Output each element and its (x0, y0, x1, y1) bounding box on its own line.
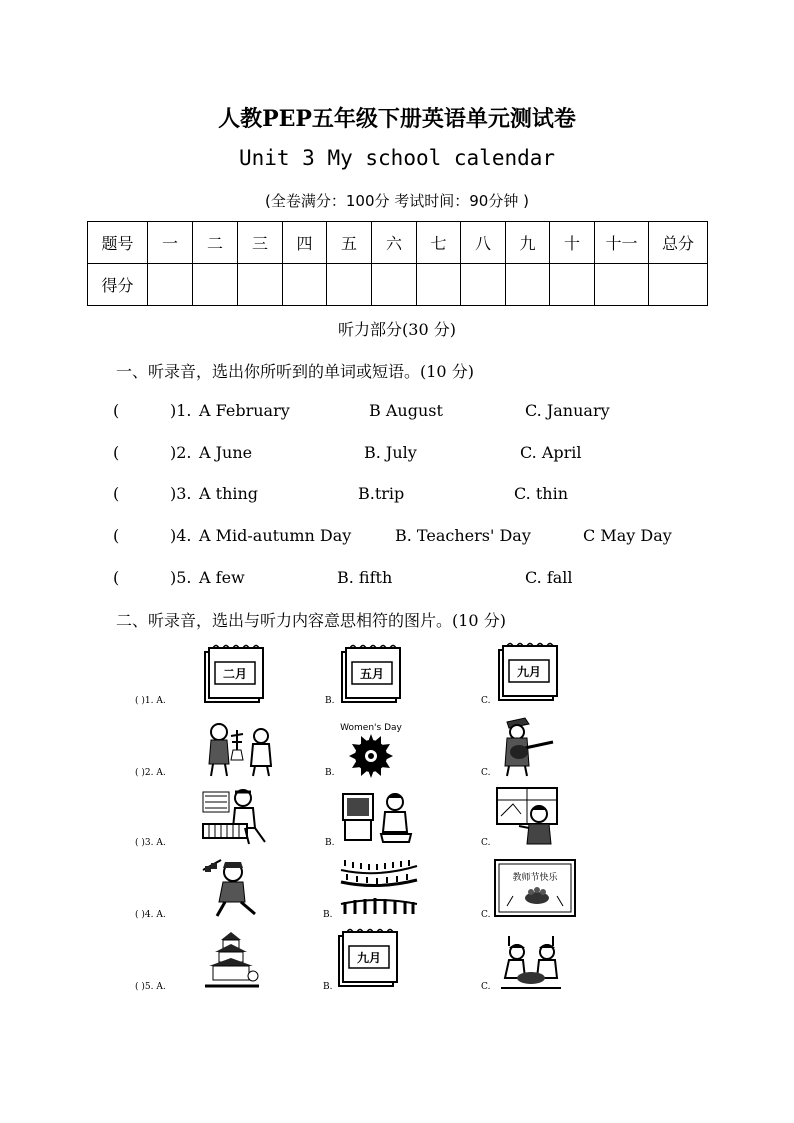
calendar-label: 五月 (359, 667, 385, 681)
option-b: B. Teachers' Day (395, 526, 531, 545)
score-input-cell[interactable] (595, 264, 649, 306)
score-input-cell[interactable] (238, 264, 283, 306)
table-cell: 十一 (595, 222, 649, 264)
question-number: )2. (170, 443, 192, 462)
score-input-cell[interactable] (327, 264, 372, 306)
answer-paren[interactable]: ( (113, 484, 120, 503)
option-b: B. fifth (337, 568, 393, 587)
table-cell: 二 (193, 222, 238, 264)
calendar-sep-picture (495, 642, 559, 704)
question-number: ( )3. A. (135, 838, 166, 848)
option-c-label: C. (481, 910, 491, 920)
womens-day-label: Women's Day (340, 723, 402, 733)
table-cell: 四 (283, 222, 327, 264)
score-input-cell[interactable] (372, 264, 417, 306)
table-cell: 总分 (649, 222, 708, 264)
option-b: B August (369, 401, 443, 420)
score-table (87, 221, 708, 306)
option-b-label: B. (325, 696, 335, 706)
option-a: A Mid-autumn Day (199, 526, 352, 545)
option-c-label: C. (481, 838, 491, 848)
womens-day-picture (335, 720, 411, 780)
question-number: ( )2. A. (135, 768, 166, 778)
calendar-feb-picture (201, 644, 265, 706)
question-row (113, 568, 693, 590)
question-number: ( )5. A. (135, 982, 166, 992)
option-c: C. thin (514, 484, 568, 503)
unit-subtitle: Unit 3 My school calendar (238, 146, 556, 170)
boy-with-kebab-picture (199, 858, 269, 920)
score-input-cell[interactable] (283, 264, 327, 306)
listening-heading: 听力部分(30 分) (338, 320, 456, 339)
answer-paren[interactable]: ( (113, 526, 120, 545)
score-input-cell[interactable] (550, 264, 595, 306)
question-number: ( )1. A. (135, 696, 166, 706)
option-b: B.trip (358, 484, 405, 503)
question-row (113, 484, 693, 506)
exam-meta: (全卷满分：100分 考试时间：90分钟 ) (265, 192, 529, 210)
calendar-may-picture (338, 644, 402, 706)
option-a: A few (199, 568, 245, 587)
girl-guitar-picture (495, 716, 565, 778)
score-table-score-row (88, 264, 708, 306)
calendar-label: 二月 (222, 667, 248, 681)
table-cell: 八 (461, 222, 506, 264)
part1-heading: 一、听录音，选出你所听到的单词或短语。(10 分) (116, 362, 474, 381)
option-c-label: C. (481, 696, 491, 706)
answer-paren[interactable]: ( (113, 443, 120, 462)
score-input-cell[interactable] (506, 264, 550, 306)
option-c: C May Day (583, 526, 672, 545)
page-title: 人教PEP五年级下册英语单元测试卷 (218, 106, 576, 132)
score-input-cell[interactable] (417, 264, 461, 306)
option-b-label: B. (325, 838, 335, 848)
question-row (113, 526, 693, 548)
calendar-label: 九月 (516, 665, 542, 679)
question-row (113, 401, 693, 423)
planting-trees-picture (201, 720, 281, 778)
picture-question-row (135, 786, 605, 854)
question-row (113, 443, 693, 465)
question-number: ( )4. A. (135, 910, 166, 920)
option-c: C. fall (525, 568, 573, 587)
table-cell: 九 (506, 222, 550, 264)
option-b: B. July (364, 443, 417, 462)
table-cell: 十 (550, 222, 595, 264)
part2-heading: 二、听录音，选出与听力内容意思相符的图片。(10 分) (116, 611, 506, 630)
option-b-label: B. (323, 982, 333, 992)
girl-at-window-picture (493, 786, 563, 848)
option-c-label: C. (481, 982, 491, 992)
option-a: A thing (199, 484, 259, 503)
score-table-header-row (88, 222, 708, 264)
score-input-cell[interactable] (649, 264, 708, 306)
score-input-cell[interactable] (461, 264, 506, 306)
picture-question-row (135, 928, 605, 996)
option-c-label: C. (481, 768, 491, 778)
table-cell: 七 (417, 222, 461, 264)
picture-question-row (135, 716, 605, 784)
table-cell: 六 (372, 222, 417, 264)
calendar-sep-picture (335, 928, 399, 990)
playing-piano-picture (199, 786, 275, 848)
score-input-cell[interactable] (193, 264, 238, 306)
table-cell: 五 (327, 222, 372, 264)
table-cell: 三 (238, 222, 283, 264)
question-number: )4. (170, 526, 192, 545)
picture-question-row (135, 642, 605, 710)
answer-paren[interactable]: ( (113, 401, 120, 420)
question-number: )3. (170, 484, 192, 503)
question-number: )1. (170, 401, 192, 420)
score-input-cell[interactable] (148, 264, 193, 306)
table-cell: 题号 (88, 222, 148, 264)
option-c: C. April (520, 443, 582, 462)
picture-question-row (135, 856, 605, 924)
teachers-day-board-picture (493, 856, 579, 922)
option-b-label: B. (323, 910, 333, 920)
watching-tv-picture (339, 786, 415, 848)
answer-paren[interactable]: ( (113, 568, 120, 587)
dragon-boat-race-picture (337, 856, 421, 918)
option-a: A June (199, 443, 253, 462)
board-label: 教师节快乐 (512, 873, 558, 883)
option-b-label: B. (325, 768, 335, 778)
pagoda-picture (201, 930, 263, 992)
table-cell: 一 (148, 222, 193, 264)
calendar-label: 九月 (356, 951, 382, 965)
option-a: A February (199, 401, 290, 420)
family-dinner-picture (491, 932, 571, 994)
table-cell: 得分 (88, 264, 148, 306)
option-c: C. January (525, 401, 610, 420)
question-number: )5. (170, 568, 192, 587)
